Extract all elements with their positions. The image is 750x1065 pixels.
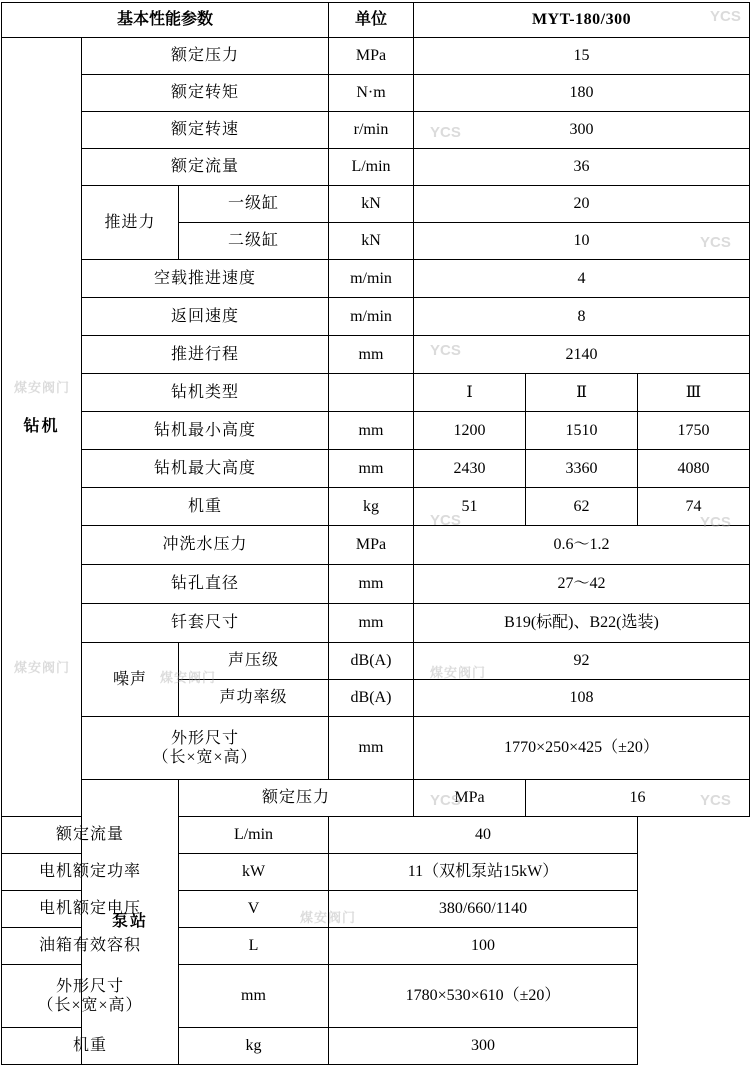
row-unit: kg bbox=[179, 1028, 329, 1065]
row-label: 返回速度 bbox=[82, 298, 329, 336]
table-header-row bbox=[2, 3, 750, 38]
row-label-dimensions bbox=[82, 717, 329, 780]
row-unit bbox=[329, 374, 414, 412]
row-value-3: Ⅲ bbox=[638, 374, 750, 412]
table-row bbox=[2, 965, 750, 1028]
row-label: 额定转矩 bbox=[82, 75, 329, 112]
row-unit: mm bbox=[329, 604, 414, 643]
row-unit: dB(A) bbox=[329, 680, 414, 717]
table-row bbox=[2, 565, 750, 604]
row-label-line1: 外形尺寸 bbox=[170, 729, 239, 747]
row-value-2: 3360 bbox=[526, 450, 638, 488]
row-value-1: Ⅰ bbox=[414, 374, 526, 412]
row-label-thrust: 推进力 bbox=[82, 186, 179, 260]
watermark-cn: 煤安阀门 bbox=[430, 665, 487, 680]
row-label: 机重 bbox=[2, 1028, 179, 1065]
table-row bbox=[2, 817, 750, 854]
watermark-latin: YCS bbox=[430, 792, 461, 809]
row-label: 钻孔直径 bbox=[82, 565, 329, 604]
spec-sheet bbox=[0, 2, 750, 1055]
table-row bbox=[2, 149, 750, 186]
row-value-3: 1750 bbox=[638, 412, 750, 450]
row-value-1: 1200 bbox=[414, 412, 526, 450]
row-unit: L/min bbox=[329, 149, 414, 186]
row-unit: r/min bbox=[329, 112, 414, 149]
row-value: 100 bbox=[329, 928, 638, 965]
row-unit: mm bbox=[329, 565, 414, 604]
watermark-latin: YCS bbox=[430, 342, 461, 359]
table-row bbox=[2, 38, 750, 75]
row-unit: MPa bbox=[329, 38, 414, 75]
row-label-dimensions bbox=[2, 965, 179, 1028]
row-value: 4 bbox=[414, 260, 750, 298]
row-value: 2140 bbox=[414, 336, 750, 374]
row-value: 1780×530×610（±20） bbox=[329, 965, 638, 1028]
row-label: 冲洗水压力 bbox=[82, 526, 329, 565]
row-unit: kg bbox=[329, 488, 414, 526]
watermark-latin: YCS bbox=[700, 514, 731, 531]
row-label-noise: 噪声 bbox=[82, 643, 179, 717]
row-label: 机重 bbox=[82, 488, 329, 526]
watermark-latin: YCS bbox=[430, 124, 461, 141]
row-value: 1770×250×425（±20） bbox=[414, 717, 750, 780]
row-label: 额定压力 bbox=[179, 780, 414, 817]
row-value: 40 bbox=[329, 817, 638, 854]
row-unit: V bbox=[179, 891, 329, 928]
table-row bbox=[2, 112, 750, 149]
row-unit: mm bbox=[329, 450, 414, 488]
row-value-3: 4080 bbox=[638, 450, 750, 488]
row-label: 钻机最大高度 bbox=[82, 450, 329, 488]
row-unit: N·m bbox=[329, 75, 414, 112]
row-unit: kN bbox=[329, 186, 414, 223]
header-param: 基本性能参数 bbox=[2, 3, 329, 38]
header-model: MYT-180/300 bbox=[414, 3, 750, 38]
row-unit: dB(A) bbox=[329, 643, 414, 680]
watermark-cn: 煤安阀门 bbox=[14, 660, 71, 675]
header-unit: 单位 bbox=[329, 3, 414, 38]
row-value: B19(标配)、B22(选装) bbox=[414, 604, 750, 643]
row-value: 108 bbox=[414, 680, 750, 717]
row-value-2: 1510 bbox=[526, 412, 638, 450]
row-value-1: 2430 bbox=[414, 450, 526, 488]
table-row bbox=[2, 526, 750, 565]
table-row bbox=[2, 75, 750, 112]
row-unit: kN bbox=[329, 223, 414, 260]
row-value-2: 62 bbox=[526, 488, 638, 526]
row-value: 16 bbox=[526, 780, 750, 817]
watermark-latin: YCS bbox=[700, 234, 731, 251]
table-row bbox=[2, 604, 750, 643]
row-value: 27～42 bbox=[414, 565, 750, 604]
group-label-drill: 钻机 bbox=[2, 38, 82, 817]
row-value: 300 bbox=[414, 112, 750, 149]
row-label: 油箱有效容积 bbox=[2, 928, 179, 965]
row-value: 0.6～1.2 bbox=[414, 526, 750, 565]
table-row bbox=[2, 854, 750, 891]
table-row bbox=[2, 488, 750, 526]
row-value: 36 bbox=[414, 149, 750, 186]
row-unit: L/min bbox=[179, 817, 329, 854]
row-sublabel: 二级缸 bbox=[179, 223, 329, 260]
row-label: 电机额定功率 bbox=[2, 854, 179, 891]
row-value: 20 bbox=[414, 186, 750, 223]
row-label: 推进行程 bbox=[82, 336, 329, 374]
row-sublabel: 声功率级 bbox=[179, 680, 329, 717]
table-row bbox=[2, 336, 750, 374]
row-label: 钻机类型 bbox=[82, 374, 329, 412]
row-value-2: Ⅱ bbox=[526, 374, 638, 412]
table-row bbox=[2, 643, 750, 680]
row-value: 10 bbox=[414, 223, 750, 260]
table-row bbox=[2, 374, 750, 412]
watermark-latin: YCS bbox=[700, 792, 731, 809]
row-label-line2: （长×宽×高） bbox=[37, 997, 143, 1014]
row-unit: kW bbox=[179, 854, 329, 891]
row-unit: L bbox=[179, 928, 329, 965]
row-unit: mm bbox=[329, 336, 414, 374]
specification-table bbox=[1, 2, 750, 1065]
watermark-cn: 煤安阀门 bbox=[160, 670, 217, 685]
row-label: 钎套尺寸 bbox=[82, 604, 329, 643]
row-value: 15 bbox=[414, 38, 750, 75]
watermark-latin: YCS bbox=[710, 8, 741, 25]
table-row bbox=[2, 717, 750, 780]
row-label: 额定流量 bbox=[82, 149, 329, 186]
table-row bbox=[2, 412, 750, 450]
table-row bbox=[2, 298, 750, 336]
row-value-3: 74 bbox=[638, 488, 750, 526]
watermark-cn: 煤安阀门 bbox=[14, 380, 71, 395]
row-label: 电机额定电压 bbox=[2, 891, 179, 928]
row-label: 额定转速 bbox=[82, 112, 329, 149]
row-label-line2: （长×宽×高） bbox=[152, 749, 258, 766]
row-unit: MPa bbox=[414, 780, 526, 817]
table-row bbox=[2, 186, 750, 223]
row-sublabel: 声压级 bbox=[179, 643, 329, 680]
row-unit: m/min bbox=[329, 260, 414, 298]
row-unit: MPa bbox=[329, 526, 414, 565]
row-value: 8 bbox=[414, 298, 750, 336]
row-label: 额定流量 bbox=[2, 817, 179, 854]
row-label-line1: 外形尺寸 bbox=[55, 977, 124, 995]
table-row bbox=[2, 1028, 750, 1065]
row-label: 钻机最小高度 bbox=[82, 412, 329, 450]
table-row bbox=[2, 450, 750, 488]
row-label: 额定压力 bbox=[82, 38, 329, 75]
row-value: 92 bbox=[414, 643, 750, 680]
row-value: 300 bbox=[329, 1028, 638, 1065]
row-unit: mm bbox=[329, 412, 414, 450]
group-label-pump: 泵站 bbox=[82, 780, 179, 1065]
table-row bbox=[2, 260, 750, 298]
watermark-latin: YCS bbox=[430, 512, 461, 529]
row-unit: mm bbox=[179, 965, 329, 1028]
watermark-cn: 煤安阀门 bbox=[300, 910, 357, 925]
row-value: 380/660/1140 bbox=[329, 891, 638, 928]
row-value-1: 51 bbox=[414, 488, 526, 526]
table-row bbox=[2, 928, 750, 965]
row-value: 180 bbox=[414, 75, 750, 112]
row-unit: mm bbox=[329, 717, 414, 780]
row-sublabel: 一级缸 bbox=[179, 186, 329, 223]
row-label: 空载推进速度 bbox=[82, 260, 329, 298]
row-value: 11（双机泵站15kW） bbox=[329, 854, 638, 891]
row-unit: m/min bbox=[329, 298, 414, 336]
table-row bbox=[2, 780, 750, 817]
